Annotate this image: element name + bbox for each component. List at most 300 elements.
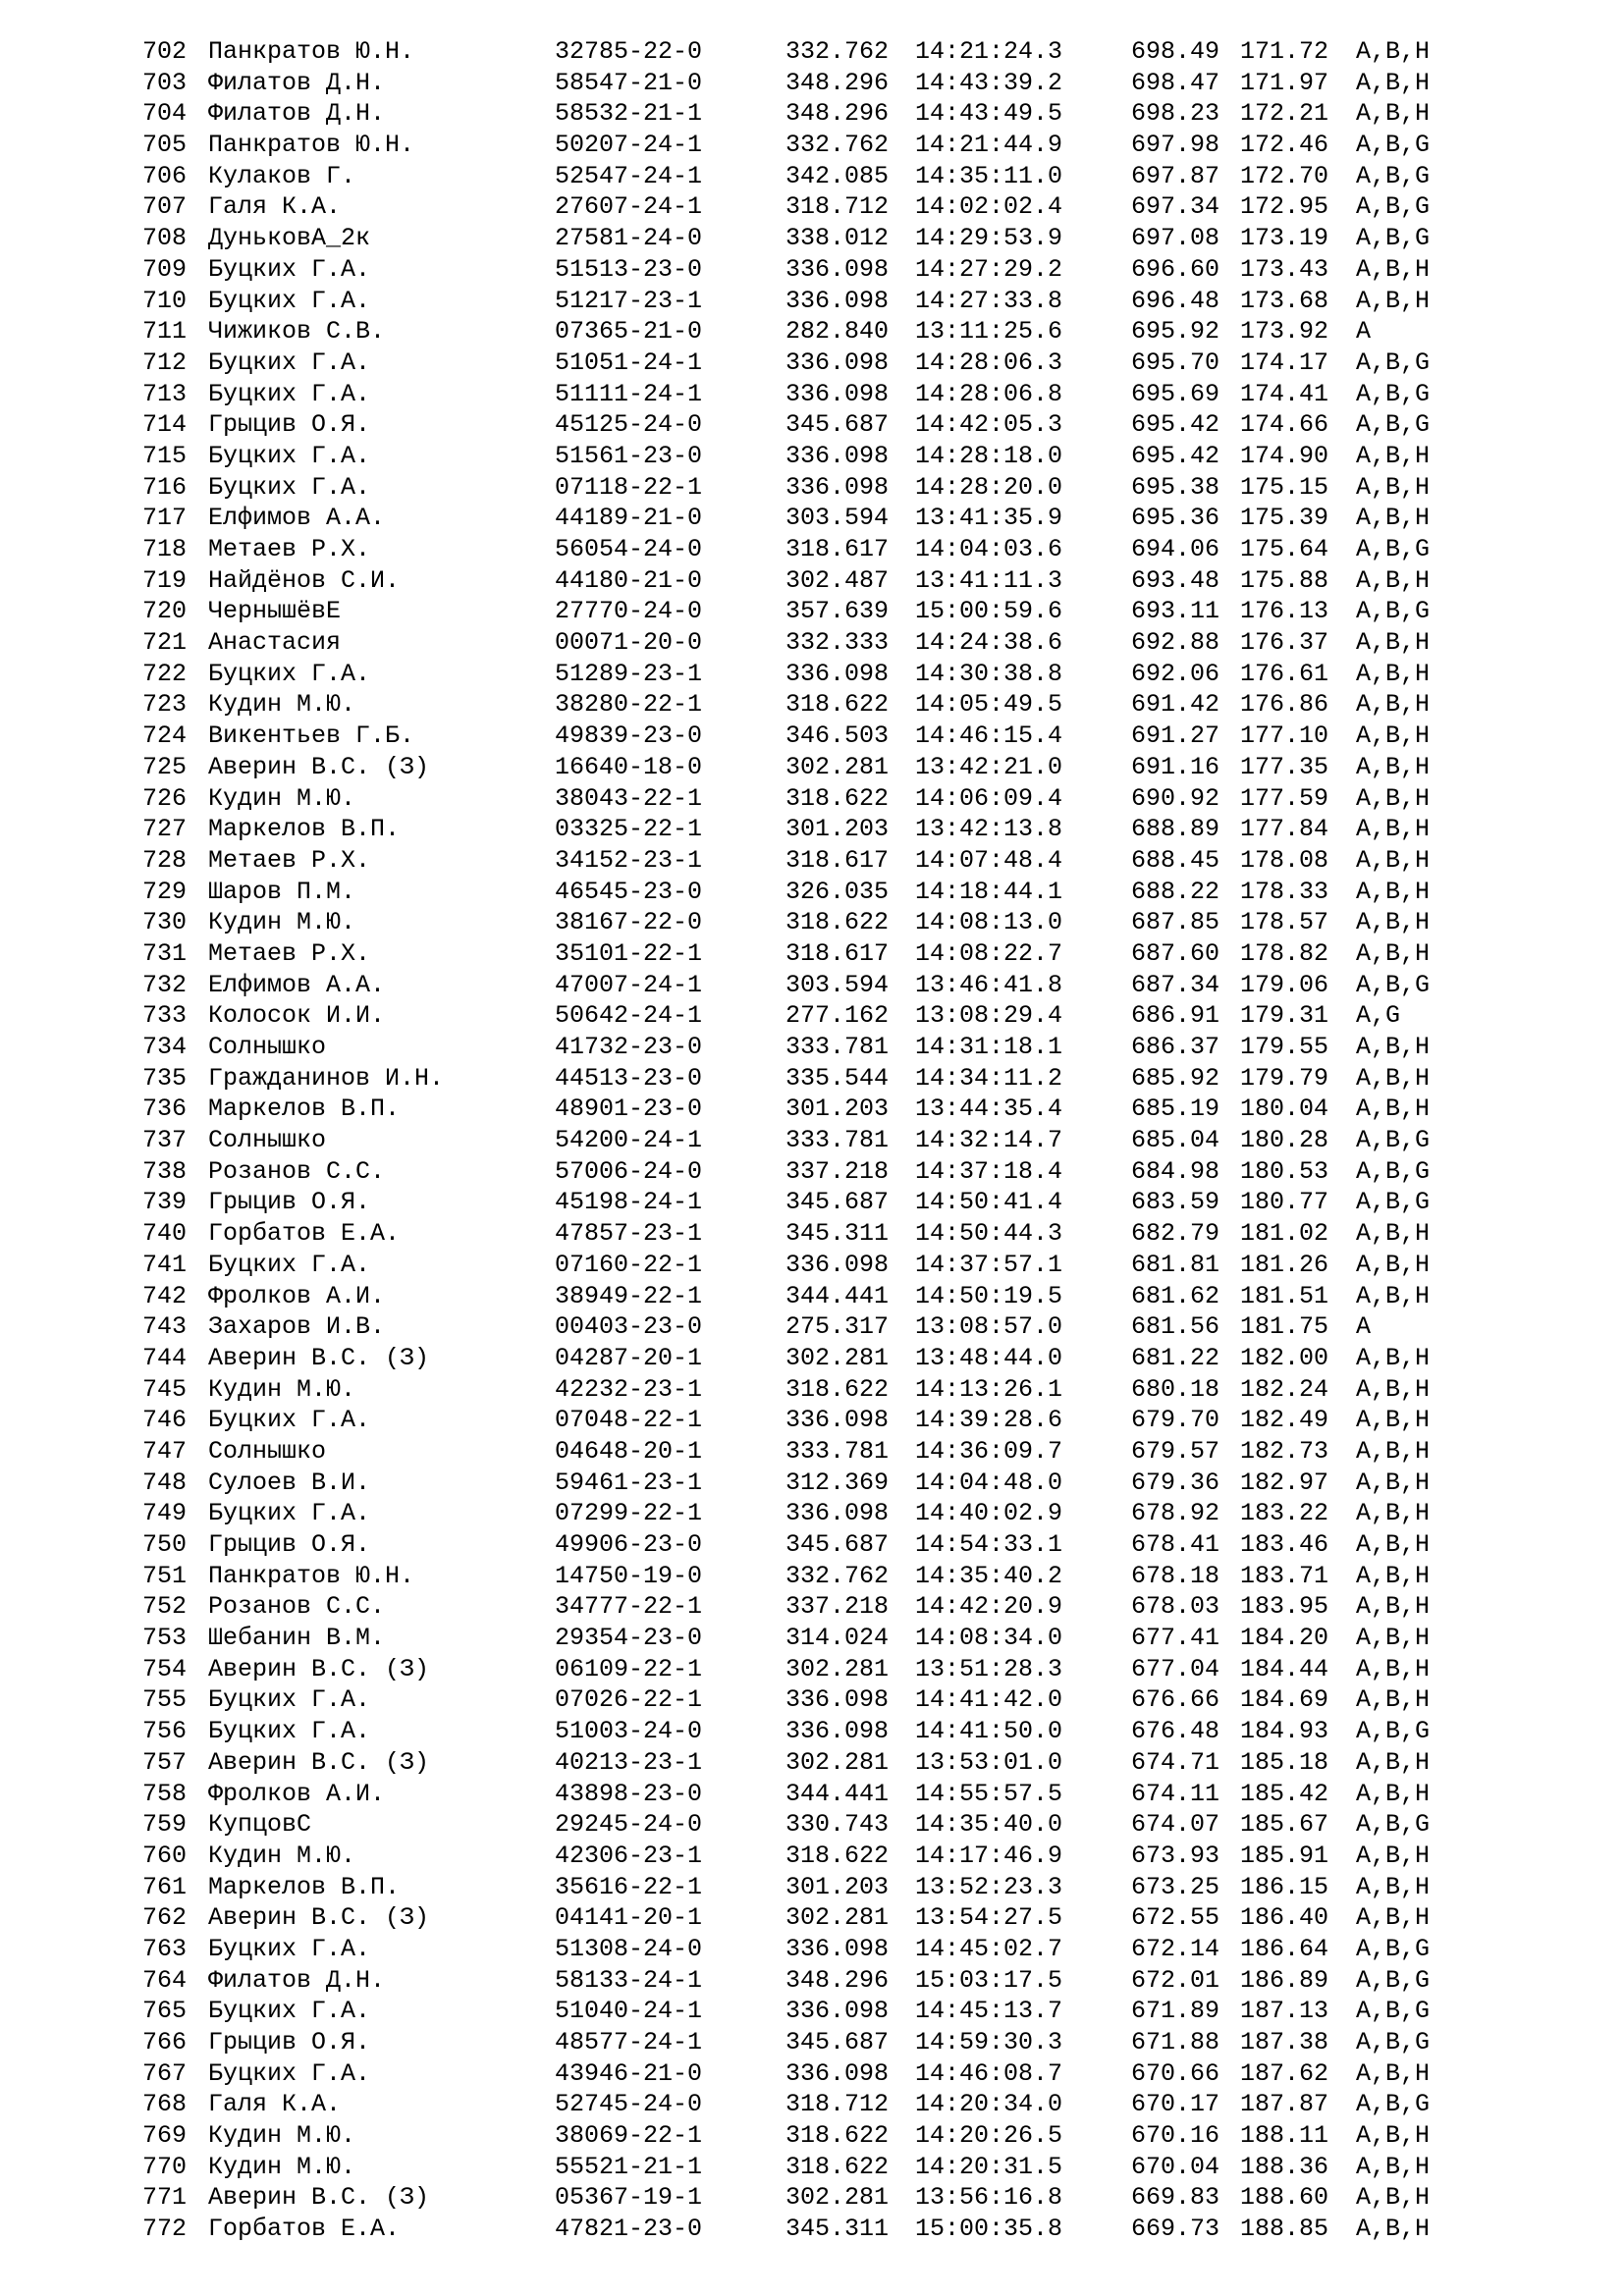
table-row	[142, 1187, 1517, 1218]
rank-cell: 724	[142, 721, 188, 751]
rank-cell: 771	[142, 2183, 188, 2213]
ring-id-cell: 49906-23-0	[555, 1530, 703, 1559]
rank-cell: 728	[142, 845, 188, 875]
name-cell: Аверин В.С. (З)	[208, 1747, 430, 1777]
time-cell: 14:18:44.1	[915, 877, 1063, 906]
ring-id-cell: 51289-23-1	[555, 659, 703, 688]
ring-id-cell: 51513-23-0	[555, 254, 703, 284]
coefficient-cell: 173.92	[1240, 317, 1329, 347]
coefficient-cell: 182.73	[1240, 1436, 1329, 1466]
ring-id-cell: 07160-22-1	[555, 1250, 703, 1279]
table-row	[142, 1405, 1517, 1436]
time-cell: 14:20:34.0	[915, 2090, 1063, 2119]
speed-cell: 670.17	[1131, 2090, 1220, 2119]
table-row	[142, 1872, 1517, 1903]
name-cell: Кудин М.Ю.	[208, 908, 356, 937]
ring-id-cell: 48901-23-0	[555, 1095, 703, 1124]
distance-cell: 318.712	[785, 192, 890, 222]
name-cell: Буцких Г.А.	[208, 254, 371, 284]
mode-cell: A,B,H	[1356, 2152, 1431, 2181]
coefficient-cell: 178.82	[1240, 938, 1329, 968]
name-cell: Аверин В.С. (З)	[208, 1903, 430, 1933]
rank-cell: 721	[142, 628, 188, 658]
rank-cell: 742	[142, 1281, 188, 1310]
table-row	[142, 534, 1517, 565]
table-row	[142, 1561, 1517, 1592]
ring-id-cell: 04287-20-1	[555, 1343, 703, 1372]
name-cell: Метаев Р.Х.	[208, 845, 371, 875]
coefficient-cell: 178.57	[1240, 908, 1329, 937]
speed-cell: 671.89	[1131, 1997, 1220, 2026]
time-cell: 15:00:59.6	[915, 597, 1063, 626]
distance-cell: 345.311	[785, 2215, 890, 2244]
mode-cell: A,B,H	[1356, 1779, 1431, 1808]
distance-cell: 336.098	[785, 254, 890, 284]
distance-cell: 345.687	[785, 2028, 890, 2056]
ring-id-cell: 49839-23-0	[555, 721, 703, 751]
table-row	[142, 1374, 1517, 1406]
name-cell: Шебанин В.М.	[208, 1624, 386, 1653]
rank-cell: 720	[142, 597, 188, 626]
name-cell: Чижиков С.В.	[208, 317, 386, 347]
distance-cell: 303.594	[785, 504, 890, 533]
rank-cell: 763	[142, 1934, 188, 1963]
coefficient-cell: 171.72	[1240, 37, 1329, 66]
distance-cell: 336.098	[785, 2058, 890, 2088]
coefficient-cell: 171.97	[1240, 68, 1329, 97]
rank-cell: 764	[142, 1965, 188, 1995]
time-cell: 14:30:38.8	[915, 659, 1063, 688]
results-list	[142, 36, 1517, 2245]
table-row	[142, 1809, 1517, 1841]
name-cell: Викентьев Г.Б.	[208, 721, 415, 751]
speed-cell: 678.03	[1131, 1592, 1220, 1622]
time-cell: 14:05:49.5	[915, 690, 1063, 720]
speed-cell: 691.42	[1131, 690, 1220, 720]
mode-cell: A,B,H	[1356, 1747, 1431, 1777]
distance-cell: 318.617	[785, 845, 890, 875]
table-row	[142, 938, 1517, 970]
time-cell: 14:28:18.0	[915, 441, 1063, 470]
coefficient-cell: 174.90	[1240, 441, 1329, 470]
table-row	[142, 721, 1517, 752]
rank-cell: 772	[142, 2215, 188, 2244]
table-row	[142, 1094, 1517, 1125]
coefficient-cell: 173.43	[1240, 254, 1329, 284]
name-cell: Гражданинов И.Н.	[208, 1063, 445, 1093]
time-cell: 14:35:11.0	[915, 161, 1063, 190]
time-cell: 14:08:22.7	[915, 938, 1063, 968]
ring-id-cell: 04141-20-1	[555, 1903, 703, 1933]
name-cell: Найдёнов С.И.	[208, 565, 401, 595]
mode-cell: A,B,H	[1356, 845, 1431, 875]
time-cell: 14:08:34.0	[915, 1624, 1063, 1653]
name-cell: Галя К.А.	[208, 192, 342, 222]
ring-id-cell: 38280-22-1	[555, 690, 703, 720]
time-cell: 13:52:23.3	[915, 1872, 1063, 1901]
table-row	[142, 2152, 1517, 2183]
ring-id-cell: 38167-22-0	[555, 908, 703, 937]
distance-cell: 345.687	[785, 410, 890, 440]
mode-cell: A,B,H	[1356, 1499, 1431, 1528]
mode-cell: A,B,G	[1356, 1126, 1431, 1155]
table-row	[142, 1000, 1517, 1032]
distance-cell: 302.487	[785, 565, 890, 595]
speed-cell: 693.11	[1131, 597, 1220, 626]
mode-cell: A,B,H	[1356, 1561, 1431, 1590]
distance-cell: 348.296	[785, 1965, 890, 1995]
coefficient-cell: 182.24	[1240, 1374, 1329, 1404]
table-row	[142, 1623, 1517, 1654]
mode-cell: A,B,H	[1356, 441, 1431, 470]
name-cell: Буцких Г.А.	[208, 441, 371, 470]
speed-cell: 688.45	[1131, 845, 1220, 875]
time-cell: 13:54:27.5	[915, 1903, 1063, 1933]
distance-cell: 336.098	[785, 1406, 890, 1435]
mode-cell: A,B,G	[1356, 347, 1431, 377]
table-row	[142, 1529, 1517, 1561]
coefficient-cell: 176.37	[1240, 628, 1329, 658]
distance-cell: 336.098	[785, 1685, 890, 1715]
name-cell: Розанов С.С.	[208, 1156, 386, 1186]
distance-cell: 302.281	[785, 1903, 890, 1933]
rank-cell: 739	[142, 1188, 188, 1217]
ring-id-cell: 03325-22-1	[555, 815, 703, 844]
speed-cell: 687.60	[1131, 938, 1220, 968]
name-cell: Буцких Г.А.	[208, 1499, 371, 1528]
rank-cell: 730	[142, 908, 188, 937]
speed-cell: 691.27	[1131, 721, 1220, 751]
table-row	[142, 316, 1517, 347]
table-row	[142, 161, 1517, 192]
speed-cell: 678.92	[1131, 1499, 1220, 1528]
distance-cell: 336.098	[785, 441, 890, 470]
speed-cell: 684.98	[1131, 1156, 1220, 1186]
ring-id-cell: 51051-24-1	[555, 347, 703, 377]
ring-id-cell: 35101-22-1	[555, 938, 703, 968]
coefficient-cell: 183.22	[1240, 1499, 1329, 1528]
distance-cell: 318.622	[785, 1374, 890, 1404]
time-cell: 14:45:02.7	[915, 1934, 1063, 1963]
mode-cell: A,B,H	[1356, 1592, 1431, 1622]
name-cell: Кудин М.Ю.	[208, 2152, 356, 2181]
ring-id-cell: 41732-23-0	[555, 1033, 703, 1061]
time-cell: 14:13:26.1	[915, 1374, 1063, 1404]
distance-cell: 346.503	[785, 721, 890, 751]
coefficient-cell: 180.04	[1240, 1095, 1329, 1124]
table-row	[142, 970, 1517, 1001]
mode-cell: A,B,H	[1356, 783, 1431, 813]
ring-id-cell: 47007-24-1	[555, 970, 703, 999]
time-cell: 13:08:57.0	[915, 1312, 1063, 1342]
coefficient-cell: 182.00	[1240, 1343, 1329, 1372]
table-row	[142, 596, 1517, 627]
rank-cell: 705	[142, 131, 188, 160]
table-row	[142, 254, 1517, 286]
name-cell: Кудин М.Ю.	[208, 1374, 356, 1404]
speed-cell: 688.89	[1131, 815, 1220, 844]
speed-cell: 698.23	[1131, 99, 1220, 129]
time-cell: 14:37:18.4	[915, 1156, 1063, 1186]
rank-cell: 732	[142, 970, 188, 999]
speed-cell: 676.66	[1131, 1685, 1220, 1715]
rank-cell: 722	[142, 659, 188, 688]
ring-id-cell: 51003-24-0	[555, 1717, 703, 1746]
mode-cell: A,B,H	[1356, 1468, 1431, 1497]
name-cell: Буцких Г.А.	[208, 1717, 371, 1746]
speed-cell: 671.88	[1131, 2028, 1220, 2056]
rank-cell: 748	[142, 1468, 188, 1497]
name-cell: Грыцив О.Я.	[208, 2028, 371, 2056]
speed-cell: 695.69	[1131, 379, 1220, 408]
coefficient-cell: 181.51	[1240, 1281, 1329, 1310]
mode-cell: A,B,H	[1356, 938, 1431, 968]
time-cell: 14:42:20.9	[915, 1592, 1063, 1622]
coefficient-cell: 179.31	[1240, 1001, 1329, 1031]
time-cell: 14:46:15.4	[915, 721, 1063, 751]
name-cell: Буцких Г.А.	[208, 286, 371, 315]
name-cell: Панкратов Ю.Н.	[208, 1561, 415, 1590]
mode-cell: A,B,H	[1356, 1903, 1431, 1933]
mode-cell: A,B,H	[1356, 628, 1431, 658]
speed-cell: 685.04	[1131, 1126, 1220, 1155]
name-cell: Грыцив О.Я.	[208, 410, 371, 440]
table-row	[142, 472, 1517, 504]
coefficient-cell: 188.60	[1240, 2183, 1329, 2213]
speed-cell: 681.81	[1131, 1250, 1220, 1279]
rank-cell: 753	[142, 1624, 188, 1653]
speed-cell: 698.49	[1131, 37, 1220, 66]
distance-cell: 344.441	[785, 1779, 890, 1808]
name-cell: Филатов Д.Н.	[208, 68, 386, 97]
speed-cell: 674.07	[1131, 1810, 1220, 1840]
mode-cell: A,B,H	[1356, 565, 1431, 595]
mode-cell: A,B,H	[1356, 1281, 1431, 1310]
name-cell: Маркелов В.П.	[208, 1095, 401, 1124]
speed-cell: 679.70	[1131, 1406, 1220, 1435]
coefficient-cell: 184.44	[1240, 1654, 1329, 1683]
rank-cell: 717	[142, 504, 188, 533]
table-row	[142, 907, 1517, 938]
speed-cell: 690.92	[1131, 783, 1220, 813]
name-cell: ЧернышёвЕ	[208, 597, 342, 626]
name-cell: Солнышко	[208, 1436, 327, 1466]
speed-cell: 692.06	[1131, 659, 1220, 688]
distance-cell: 348.296	[785, 99, 890, 129]
table-row	[142, 1281, 1517, 1312]
coefficient-cell: 184.69	[1240, 1685, 1329, 1715]
name-cell: Кудин М.Ю.	[208, 2121, 356, 2151]
rank-cell: 747	[142, 1436, 188, 1466]
mode-cell: A,B,H	[1356, 1406, 1431, 1435]
mode-cell: A,B,H	[1356, 2183, 1431, 2213]
speed-cell: 682.79	[1131, 1219, 1220, 1249]
mode-cell: A,B,H	[1356, 1095, 1431, 1124]
coefficient-cell: 187.38	[1240, 2028, 1329, 2056]
rank-cell: 750	[142, 1530, 188, 1559]
rank-cell: 741	[142, 1250, 188, 1279]
ring-id-cell: 00071-20-0	[555, 628, 703, 658]
table-row	[142, 1841, 1517, 1872]
table-row	[142, 1684, 1517, 1716]
mode-cell: A,B,H	[1356, 908, 1431, 937]
coefficient-cell: 179.79	[1240, 1063, 1329, 1093]
coefficient-cell: 184.93	[1240, 1717, 1329, 1746]
rank-cell: 704	[142, 99, 188, 129]
time-cell: 13:44:35.4	[915, 1095, 1063, 1124]
distance-cell: 318.617	[785, 938, 890, 968]
distance-cell: 302.281	[785, 752, 890, 781]
rank-cell: 738	[142, 1156, 188, 1186]
ring-id-cell: 51561-23-0	[555, 441, 703, 470]
time-cell: 14:43:49.5	[915, 99, 1063, 129]
distance-cell: 332.762	[785, 131, 890, 160]
mode-cell: A,B,G	[1356, 1717, 1431, 1746]
speed-cell: 695.38	[1131, 472, 1220, 502]
distance-cell: 336.098	[785, 347, 890, 377]
distance-cell: 318.622	[785, 783, 890, 813]
mode-cell: A,B,G	[1356, 192, 1431, 222]
rank-cell: 716	[142, 472, 188, 502]
name-cell: Кулаков Г.	[208, 161, 356, 190]
speed-cell: 676.48	[1131, 1717, 1220, 1746]
speed-cell: 695.92	[1131, 317, 1220, 347]
coefficient-cell: 186.40	[1240, 1903, 1329, 1933]
rank-cell: 770	[142, 2152, 188, 2181]
time-cell: 15:00:35.8	[915, 2215, 1063, 2244]
time-cell: 14:54:33.1	[915, 1530, 1063, 1559]
time-cell: 14:07:48.4	[915, 845, 1063, 875]
speed-cell: 685.19	[1131, 1095, 1220, 1124]
ring-id-cell: 43898-23-0	[555, 1779, 703, 1808]
distance-cell: 345.687	[785, 1530, 890, 1559]
coefficient-cell: 175.39	[1240, 504, 1329, 533]
rank-cell: 703	[142, 68, 188, 97]
ring-id-cell: 58532-21-1	[555, 99, 703, 129]
coefficient-cell: 186.64	[1240, 1934, 1329, 1963]
name-cell: Сулоев В.И.	[208, 1468, 371, 1497]
speed-cell: 695.36	[1131, 504, 1220, 533]
distance-cell: 344.441	[785, 1281, 890, 1310]
mode-cell: A,B,H	[1356, 472, 1431, 502]
name-cell: Анастасия	[208, 628, 342, 658]
speed-cell: 696.60	[1131, 254, 1220, 284]
name-cell: Буцких Г.А.	[208, 379, 371, 408]
speed-cell: 681.56	[1131, 1312, 1220, 1342]
ring-id-cell: 42232-23-1	[555, 1374, 703, 1404]
rank-cell: 711	[142, 317, 188, 347]
distance-cell: 336.098	[785, 1499, 890, 1528]
name-cell: Кудин М.Ю.	[208, 1841, 356, 1870]
coefficient-cell: 185.91	[1240, 1841, 1329, 1870]
speed-cell: 695.42	[1131, 441, 1220, 470]
distance-cell: 302.281	[785, 1343, 890, 1372]
time-cell: 14:24:38.6	[915, 628, 1063, 658]
speed-cell: 673.25	[1131, 1872, 1220, 1901]
speed-cell: 677.04	[1131, 1654, 1220, 1683]
rank-cell: 706	[142, 161, 188, 190]
speed-cell: 697.98	[1131, 131, 1220, 160]
coefficient-cell: 182.97	[1240, 1468, 1329, 1497]
rank-cell: 756	[142, 1717, 188, 1746]
ring-id-cell: 07048-22-1	[555, 1406, 703, 1435]
ring-id-cell: 50207-24-1	[555, 131, 703, 160]
distance-cell: 345.687	[785, 1188, 890, 1217]
coefficient-cell: 181.75	[1240, 1312, 1329, 1342]
ring-id-cell: 44189-21-0	[555, 504, 703, 533]
coefficient-cell: 174.41	[1240, 379, 1329, 408]
table-row	[142, 1747, 1517, 1779]
distance-cell: 333.781	[785, 1126, 890, 1155]
coefficient-cell: 188.85	[1240, 2215, 1329, 2244]
distance-cell: 337.218	[785, 1592, 890, 1622]
ring-id-cell: 47821-23-0	[555, 2215, 703, 2244]
time-cell: 15:03:17.5	[915, 1965, 1063, 1995]
coefficient-cell: 187.13	[1240, 1997, 1329, 2026]
distance-cell: 301.203	[785, 1095, 890, 1124]
mode-cell: A	[1356, 317, 1372, 347]
coefficient-cell: 172.70	[1240, 161, 1329, 190]
ring-id-cell: 35616-22-1	[555, 1872, 703, 1901]
mode-cell: A,B,G	[1356, 2028, 1431, 2056]
speed-cell: 670.66	[1131, 2058, 1220, 2088]
table-row	[142, 1654, 1517, 1685]
ring-id-cell: 29354-23-0	[555, 1624, 703, 1653]
mode-cell: A,B,H	[1356, 504, 1431, 533]
distance-cell: 318.622	[785, 908, 890, 937]
coefficient-cell: 175.15	[1240, 472, 1329, 502]
coefficient-cell: 183.71	[1240, 1561, 1329, 1590]
rank-cell: 723	[142, 690, 188, 720]
distance-cell: 332.333	[785, 628, 890, 658]
ring-id-cell: 54200-24-1	[555, 1126, 703, 1155]
ring-id-cell: 38069-22-1	[555, 2121, 703, 2151]
distance-cell: 332.762	[785, 1561, 890, 1590]
ring-id-cell: 51308-24-0	[555, 1934, 703, 1963]
table-row	[142, 1902, 1517, 1934]
mode-cell: A,B,H	[1356, 1063, 1431, 1093]
table-row	[142, 2120, 1517, 2152]
ring-id-cell: 46545-23-0	[555, 877, 703, 906]
coefficient-cell: 186.89	[1240, 1965, 1329, 1995]
speed-cell: 697.34	[1131, 192, 1220, 222]
mode-cell: A,B,H	[1356, 1436, 1431, 1466]
distance-cell: 335.544	[785, 1063, 890, 1093]
rank-cell: 734	[142, 1033, 188, 1061]
coefficient-cell: 174.17	[1240, 347, 1329, 377]
time-cell: 14:41:50.0	[915, 1717, 1063, 1746]
time-cell: 14:41:42.0	[915, 1685, 1063, 1715]
mode-cell: A,B,H	[1356, 2058, 1431, 2088]
table-row	[142, 2058, 1517, 2090]
table-row	[142, 1498, 1517, 1529]
time-cell: 13:08:29.4	[915, 1001, 1063, 1031]
mode-cell: A,B,H	[1356, 690, 1431, 720]
time-cell: 14:46:08.7	[915, 2058, 1063, 2088]
time-cell: 13:42:21.0	[915, 752, 1063, 781]
speed-cell: 695.70	[1131, 347, 1220, 377]
speed-cell: 697.08	[1131, 224, 1220, 253]
table-row	[142, 1063, 1517, 1095]
time-cell: 14:34:11.2	[915, 1063, 1063, 1093]
time-cell: 14:04:48.0	[915, 1468, 1063, 1497]
rank-cell: 731	[142, 938, 188, 968]
time-cell: 13:46:41.8	[915, 970, 1063, 999]
coefficient-cell: 185.18	[1240, 1747, 1329, 1777]
speed-cell: 672.01	[1131, 1965, 1220, 1995]
rank-cell: 744	[142, 1343, 188, 1372]
coefficient-cell: 183.95	[1240, 1592, 1329, 1622]
